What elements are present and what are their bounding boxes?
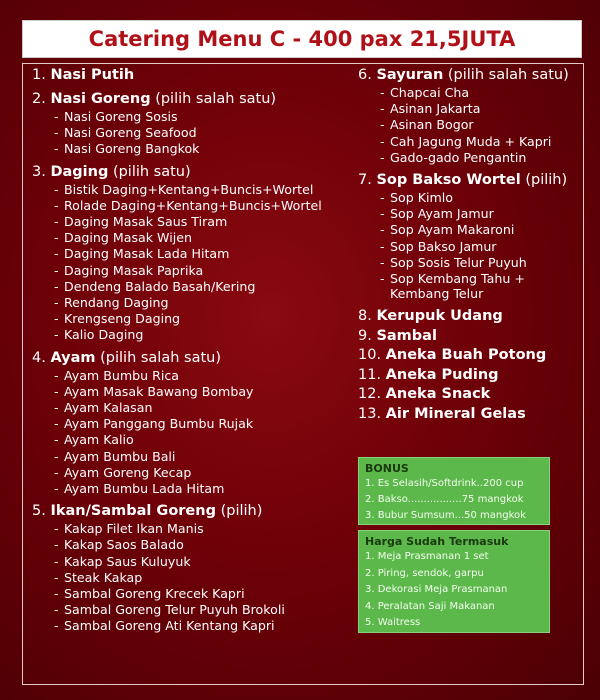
menu-item-label: Ayam Bumbu Rica xyxy=(64,367,179,383)
item-number: 8. xyxy=(358,308,372,325)
page-title: Catering Menu C - 400 pax 21,5JUTA xyxy=(88,27,516,51)
menu-item xyxy=(32,230,352,246)
bullet-dash: - xyxy=(380,101,385,117)
bonus-item: 1. Es Selasih/Softdrink..200 cup xyxy=(365,478,524,489)
menu-item-label: Sop Ayam Jamur xyxy=(390,206,494,222)
menu-item xyxy=(32,521,352,537)
section-heading xyxy=(32,163,352,182)
right-column xyxy=(358,66,590,424)
menu-item-label: Ayam Goreng Kecap xyxy=(64,464,192,480)
menu-item xyxy=(32,432,352,448)
section-items xyxy=(32,182,352,344)
menu-item xyxy=(32,554,352,570)
menu-item xyxy=(32,327,352,343)
section-number: 1. xyxy=(32,67,46,83)
menu-item-label: Rolade Daging+Kentang+Buncis+Wortel xyxy=(64,197,322,213)
bullet-dash: - xyxy=(54,602,59,618)
menu-item xyxy=(32,125,352,141)
simple-menu-item xyxy=(358,307,590,327)
bullet-dash: - xyxy=(54,432,59,448)
menu-item xyxy=(32,384,352,400)
menu-item-label: Steak Kakap xyxy=(64,569,143,585)
section-note: (pilih) xyxy=(525,172,568,189)
bullet-dash: - xyxy=(54,125,59,141)
menu-item xyxy=(358,222,590,238)
bullet-dash: - xyxy=(54,181,59,197)
section-note: (pilih salah satu) xyxy=(100,349,221,366)
bullet-dash: - xyxy=(54,537,59,553)
item-number: 12. xyxy=(358,386,382,403)
item-name: Kerupuk Udang xyxy=(376,308,503,325)
menu-item-label: Daging Masak Wijen xyxy=(64,230,192,246)
menu-item-label: Ayam Bumbu Bali xyxy=(64,448,176,464)
item-name: Air Mineral Gelas xyxy=(385,405,526,422)
left-column xyxy=(32,66,352,640)
menu-item-label: Nasi Goreng Sosis xyxy=(64,109,178,124)
bullet-dash: - xyxy=(54,214,59,230)
section-items xyxy=(32,368,352,498)
bonus-list xyxy=(365,476,543,524)
menu-item-label: Daging Masak Paprika xyxy=(64,262,204,278)
bullet-dash: - xyxy=(54,448,59,464)
section-name: Sayuran xyxy=(376,67,444,83)
section-name: Ikan/Sambal Goreng xyxy=(50,503,216,520)
menu-item-label: Ayam Panggang Bumbu Rujak xyxy=(64,416,254,432)
included-box xyxy=(358,530,550,633)
menu-item xyxy=(32,279,352,295)
menu-item-label: Kalio Daging xyxy=(64,327,144,343)
menu-item xyxy=(32,602,352,618)
item-name: Aneka Buah Potong xyxy=(385,347,547,364)
menu-item-label: Sop Ayam Makaroni xyxy=(390,222,515,238)
menu-item xyxy=(32,618,352,634)
menu-item-label: Nasi Goreng Seafood xyxy=(64,125,197,141)
simple-menu-item xyxy=(358,327,590,347)
menu-item xyxy=(358,134,590,150)
menu-item-label: Sambal Goreng Ati Kentang Kapri xyxy=(64,618,275,634)
menu-section xyxy=(32,502,352,634)
menu-item-label: Sambal Goreng Krecek Kapri xyxy=(64,586,245,602)
bonus-title: BONUS xyxy=(365,462,409,475)
section-items xyxy=(358,85,590,166)
section-name: Nasi Goreng xyxy=(50,91,151,107)
bullet-dash: - xyxy=(54,327,59,343)
section-number: 4. xyxy=(32,349,46,366)
menu-section xyxy=(358,66,590,166)
section-heading xyxy=(32,349,352,368)
menu-item xyxy=(32,311,352,327)
menu-item xyxy=(358,271,590,302)
menu-item-label: Rendang Daging xyxy=(64,295,169,311)
menu-item-label: Asinan Bogor xyxy=(390,117,474,133)
menu-item-label: Daging Masak Saus Tiram xyxy=(64,214,228,230)
menu-item-label: Sop Kembang Tahu + Kembang Telur xyxy=(390,271,525,302)
menu-section xyxy=(32,66,352,85)
menu-item-label: Krengseng Daging xyxy=(64,311,181,327)
bullet-dash: - xyxy=(54,481,59,497)
bonus-item: 3. Bubur Sumsum...50 mangkok xyxy=(365,510,526,521)
bullet-dash: - xyxy=(380,133,385,149)
section-items xyxy=(32,521,352,634)
bullet-dash: - xyxy=(54,586,59,602)
menu-item xyxy=(32,586,352,602)
simple-menu-item xyxy=(358,385,590,405)
menu-item xyxy=(358,190,590,206)
menu-item-label: Kakap Saos Balado xyxy=(64,537,184,553)
section-number: 5. xyxy=(32,503,46,520)
section-heading xyxy=(32,502,352,521)
section-heading xyxy=(32,90,352,109)
bullet-dash: - xyxy=(54,262,59,278)
menu-item xyxy=(32,449,352,465)
included-item: 3. Dekorasi Meja Prasmanan xyxy=(365,584,508,595)
menu-item-label: Asinan Jakarta xyxy=(390,101,481,117)
bullet-dash: - xyxy=(54,295,59,311)
menu-section xyxy=(32,163,352,344)
menu-item-label: Ayam Bumbu Lada Hitam xyxy=(64,481,225,497)
bullet-dash: - xyxy=(54,311,59,327)
menu-item-label: Gado-gado Pengantin xyxy=(390,149,527,165)
section-heading xyxy=(32,66,352,85)
bullet-dash: - xyxy=(380,85,385,100)
menu-item-label: Chapcai Cha xyxy=(390,85,470,100)
menu-item xyxy=(32,416,352,432)
simple-menu-item xyxy=(358,405,590,425)
section-name: Nasi Putih xyxy=(50,67,135,83)
item-number: 13. xyxy=(358,405,382,422)
bullet-dash: - xyxy=(380,206,385,222)
menu-item xyxy=(32,368,352,384)
bonus-box xyxy=(358,457,550,525)
bullet-dash: - xyxy=(54,521,59,537)
bullet-dash: - xyxy=(380,149,385,165)
simple-items xyxy=(358,307,590,424)
item-number: 11. xyxy=(358,366,382,383)
menu-item xyxy=(358,239,590,255)
included-item: 2. Piring, sendok, garpu xyxy=(365,567,484,579)
menu-item xyxy=(358,206,590,222)
item-name: Aneka Puding xyxy=(385,366,499,383)
section-items xyxy=(32,109,352,158)
menu-item-label: Sop Sosis Telur Puyuh xyxy=(390,254,527,270)
bullet-dash: - xyxy=(54,109,59,124)
menu-item xyxy=(32,263,352,279)
bullet-dash: - xyxy=(380,222,385,238)
menu-item-label: Ayam Masak Bawang Bombay xyxy=(64,383,254,399)
section-note: (pilih satu) xyxy=(112,163,191,180)
bullet-dash: - xyxy=(380,238,385,254)
menu-item xyxy=(32,246,352,262)
menu-item-label: Sambal Goreng Telur Puyuh Brokoli xyxy=(64,602,285,618)
included-item: 5. Waitress xyxy=(365,617,421,628)
bullet-dash: - xyxy=(380,117,385,133)
section-name: Daging xyxy=(50,163,109,180)
bullet-dash: - xyxy=(54,416,59,432)
menu-item-label: Kakap Filet Ikan Manis xyxy=(64,521,204,537)
bullet-dash: - xyxy=(54,618,59,634)
bullet-dash: - xyxy=(380,271,385,287)
section-number: 6. xyxy=(358,67,372,83)
menu-item xyxy=(32,400,352,416)
menu-item xyxy=(32,570,352,586)
menu-item xyxy=(358,101,590,117)
bullet-dash: - xyxy=(54,197,59,213)
bullet-dash: - xyxy=(54,383,59,399)
menu-item xyxy=(32,465,352,481)
bullet-dash: - xyxy=(54,367,59,383)
menu-item-label: Nasi Goreng Bangkok xyxy=(64,141,200,157)
bullet-dash: - xyxy=(380,254,385,270)
included-title: Harga Sudah Termasuk xyxy=(365,535,509,548)
menu-item xyxy=(32,295,352,311)
menu-item xyxy=(32,182,352,198)
bullet-dash: - xyxy=(54,230,59,246)
menu-item xyxy=(32,141,352,157)
section-note: (pilih) xyxy=(220,503,263,520)
menu-item-label: Sop Kimlo xyxy=(390,190,453,206)
section-number: 7. xyxy=(358,172,372,189)
menu-item-label: Sop Bakso Jamur xyxy=(390,238,497,254)
bonus-item: 2. Bakso.................75 mangkok xyxy=(365,494,524,505)
menu-item xyxy=(358,117,590,133)
bullet-dash: - xyxy=(54,141,59,157)
section-items xyxy=(358,190,590,302)
menu-item xyxy=(358,255,590,271)
title-banner xyxy=(22,20,582,58)
section-note: (pilih salah satu) xyxy=(447,67,569,83)
menu-item-label: Cah Jagung Muda + Kapri xyxy=(390,133,552,149)
bullet-dash: - xyxy=(54,553,59,569)
menu-item xyxy=(358,85,590,101)
bullet-dash: - xyxy=(54,464,59,480)
menu-item xyxy=(32,481,352,497)
included-item: 1. Meja Prasmanan 1 set xyxy=(365,551,489,562)
bullet-dash: - xyxy=(54,569,59,585)
bullet-dash: - xyxy=(54,400,59,416)
menu-item-label: Daging Masak Lada Hitam xyxy=(64,246,230,262)
section-number: 3. xyxy=(32,163,46,180)
item-name: Aneka Snack xyxy=(385,386,491,403)
menu-section xyxy=(32,90,352,158)
included-list xyxy=(365,549,543,632)
bullet-dash: - xyxy=(54,278,59,294)
item-number: 9. xyxy=(358,327,372,344)
menu-item xyxy=(32,214,352,230)
simple-menu-item xyxy=(358,366,590,386)
section-name: Ayam xyxy=(50,349,96,366)
menu-item xyxy=(358,150,590,166)
simple-menu-item xyxy=(358,346,590,366)
menu-section xyxy=(32,349,352,498)
menu-item-label: Ayam Kalio xyxy=(64,432,134,448)
section-heading xyxy=(358,66,590,85)
section-note: (pilih salah satu) xyxy=(155,91,277,107)
item-name: Sambal xyxy=(376,327,437,344)
menu-item xyxy=(32,109,352,125)
menu-item-label: Bistik Daging+Kentang+Buncis+Wortel xyxy=(64,181,314,197)
menu-item-label: Dendeng Balado Basah/Kering xyxy=(64,278,256,294)
menu-item-label: Ayam Kalasan xyxy=(64,400,153,416)
bullet-dash: - xyxy=(380,190,385,206)
section-name: Sop Bakso Wortel xyxy=(376,172,521,189)
menu-section xyxy=(358,171,590,302)
section-heading xyxy=(358,171,590,190)
section-number: 2. xyxy=(32,91,46,107)
menu-item-label: Kakap Saus Kuluyuk xyxy=(64,553,191,569)
bullet-dash: - xyxy=(54,246,59,262)
item-number: 10. xyxy=(358,347,382,364)
included-item: 4. Peralatan Saji Makanan xyxy=(365,600,495,612)
menu-item xyxy=(32,537,352,553)
menu-item xyxy=(32,198,352,214)
